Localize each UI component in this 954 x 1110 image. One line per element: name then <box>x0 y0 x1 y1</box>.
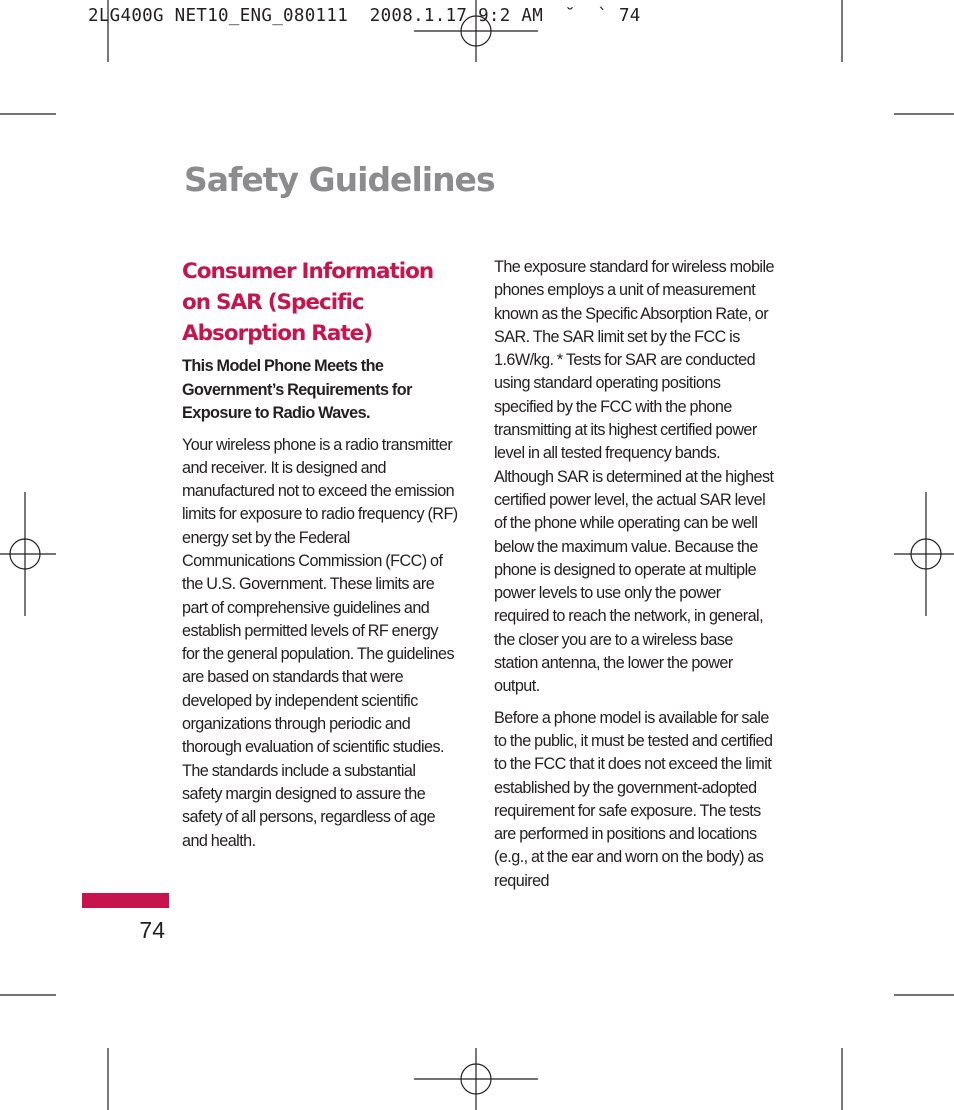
body-paragraph: Your wireless phone is a radio transmitter and receiver. It is designed and manufactured not to exceed the emission limits for exposure to radio frequency (RF) energy set by the Federal Communications Commission (FCC) of the U.S. Government. These limits are part of comprehensive guidelines and establish permitted levels of RF energy for the general population. The guidelines are based on standards that were developed by independent scientific organizations through periodic and thorough evaluation of scientific studies. The standards include a substantial safety margin designed to assure the safety of all persons, regardless of age and health. <box>182 435 458 850</box>
body-paragraph: Before a phone model is available for sale to the public, it must be tested and certified to the FCC that it does not exceed the limit established by the government-adopted requirement for safe exposure. The tests are performed in positions and locations (e.g., at the ear and worn on the body) as required <box>494 708 773 890</box>
section-heading: Consumer Information on SAR (Specific Absorption Rate) <box>182 259 434 346</box>
page-number-bar <box>82 893 169 908</box>
page-title: Safety Guidelines <box>184 160 495 199</box>
page-number: 74 <box>139 917 165 943</box>
right-column <box>494 256 776 901</box>
left-column <box>182 256 458 861</box>
body-paragraph: The exposure standard for wireless mobile phones employs a unit of measurement known as the Specific Absorption Rate, or SAR. The SAR limit set by the FCC is 1.6W/kg. * Tests for SAR are conducted using standard operating positions specified by the FCC with the phone transmitting at its highest certified power level in all tested frequency bands. Although SAR is determined at the highest certified power level, the actual SAR level of the phone while operating can be well below the maximum value. Because the phone is designed to operate at multiple power levels to use only the power required to reach the network, in general, the closer you are to a wireless base station antenna, the lower the power output. <box>494 258 774 696</box>
print-slug: 2LG400G NET10_ENG_080111 2008.1.17 9:2 AM ˘ ` 74 <box>88 6 641 26</box>
section-subheading: This Model Phone Meets the Government’s Requirements for Exposure to Radio Waves. <box>182 357 412 422</box>
